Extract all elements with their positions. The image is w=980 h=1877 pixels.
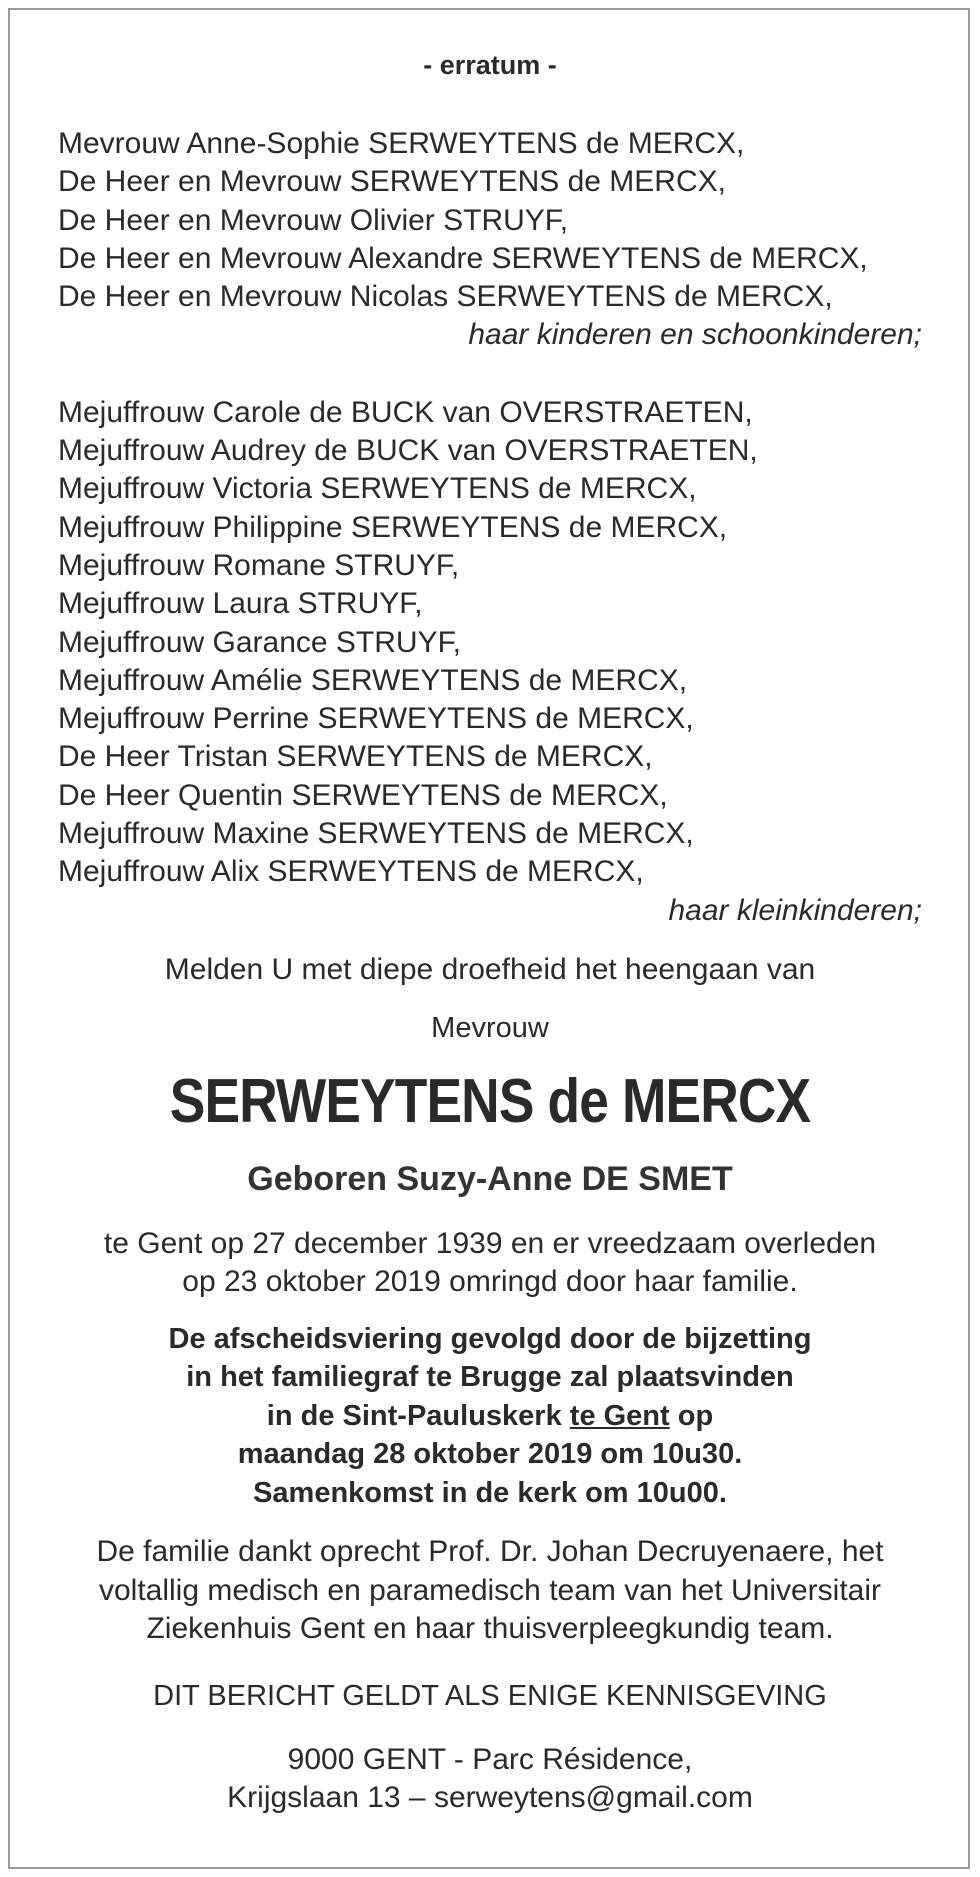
list-item: Mejuffrouw Laura STRUYF,: [58, 587, 423, 621]
list-item: De Heer en Mevrouw Olivier STRUYF,: [58, 203, 569, 237]
dates-line: op 23 oktober 2019 omringd door haar familie.: [182, 1265, 798, 1299]
ceremony-line: [58, 1397, 922, 1436]
list-item: Mejuffrouw Romane STRUYF,: [58, 548, 460, 582]
ceremony-church: in de Sint-Pauluskerk: [266, 1399, 570, 1432]
ceremony-city-underlined: te Gent: [569, 1399, 670, 1432]
announcement-line: Melden U met diepe droefheid het heengaan van: [164, 952, 816, 986]
list-item: Mevrouw Anne-Sophie SERWEYTENS de MERCX,: [58, 127, 745, 160]
children-relation: haar kinderen en schoonkinderen;: [468, 318, 922, 352]
grandchildren-relation: haar kleinkinderen;: [668, 893, 922, 927]
address-line: 9000 GENT - Parc Résidence,: [287, 1742, 693, 1776]
list-item: De Heer en Mevrouw Alexandre SERWEYTENS de MERCX,: [58, 241, 868, 275]
ceremony-line: Samenkomst in de kerk om 10u00.: [253, 1476, 727, 1509]
list-item: Mejuffrouw Philippine SERWEYTENS de MERCX,: [58, 510, 728, 544]
list-item: Mejuffrouw Perrine SERWEYTENS de MERCX,: [58, 702, 694, 736]
ceremony-op: op: [669, 1399, 714, 1432]
list-item: Mejuffrouw Victoria SERWEYTENS de MERCX,: [58, 472, 697, 506]
list-item: Mejuffrouw Carole de BUCK van OVERSTRAETEN,: [58, 395, 753, 429]
erratum-heading: - erratum -: [423, 50, 557, 80]
list-item: Mejuffrouw Audrey de BUCK van OVERSTRAETEN,: [58, 434, 758, 468]
ceremony-details: [58, 1320, 922, 1513]
obituary-content: [58, 50, 922, 1818]
list-item: De Heer en Mevrouw Nicolas SERWEYTENS de MERCX,: [58, 280, 833, 314]
thanks-line: De familie dankt oprecht Prof. Dr. Johan Decruyenaere, het: [96, 1535, 884, 1569]
thanks-paragraph: [58, 1533, 922, 1649]
list-item: De Heer Tristan SERWEYTENS de MERCX,: [58, 740, 653, 774]
address-line: Krijgslaan 13 – serweytens@gmail.com: [227, 1781, 753, 1815]
ceremony-line: maandag 28 oktober 2019 om 10u30.: [237, 1438, 743, 1471]
notice-line: DIT BERICHT GELDT ALS ENIGE KENNISGEVING: [153, 1679, 827, 1712]
list-item: De Heer en Mevrouw SERWEYTENS de MERCX,: [58, 165, 726, 199]
deceased-title: Mevrouw: [431, 1011, 549, 1044]
dates-line: te Gent op 27 december 1939 en er vreedzaam overleden: [103, 1226, 877, 1260]
ceremony-line: De afscheidsviering gevolgd door de bijzetting: [168, 1322, 812, 1355]
deceased-surname: SERWEYTENS de MERCX: [169, 1066, 811, 1136]
thanks-line: voltallig medisch en paramedisch team van het Universitair: [98, 1573, 882, 1607]
ceremony-line: in het familiegraf te Brugge zal plaatsvinden: [186, 1361, 794, 1394]
list-item: De Heer Quentin SERWEYTENS de MERCX,: [58, 778, 668, 812]
list-item: Mejuffrouw Garance STRUYF,: [58, 625, 461, 659]
children-list: [58, 125, 922, 355]
list-item: Mejuffrouw Alix SERWEYTENS de MERCX,: [58, 855, 644, 889]
thanks-line: Ziekenhuis Gent en haar thuisverpleegkundig team.: [146, 1612, 834, 1646]
list-item: Mejuffrouw Maxine SERWEYTENS de MERCX,: [58, 817, 694, 851]
life-dates: [58, 1225, 922, 1302]
list-item: Mejuffrouw Amélie SERWEYTENS de MERCX,: [58, 663, 688, 697]
birth-name: Geboren Suzy-Anne DE SMET: [247, 1159, 733, 1198]
grandchildren-list: [58, 394, 922, 930]
contact-address: [58, 1741, 922, 1818]
